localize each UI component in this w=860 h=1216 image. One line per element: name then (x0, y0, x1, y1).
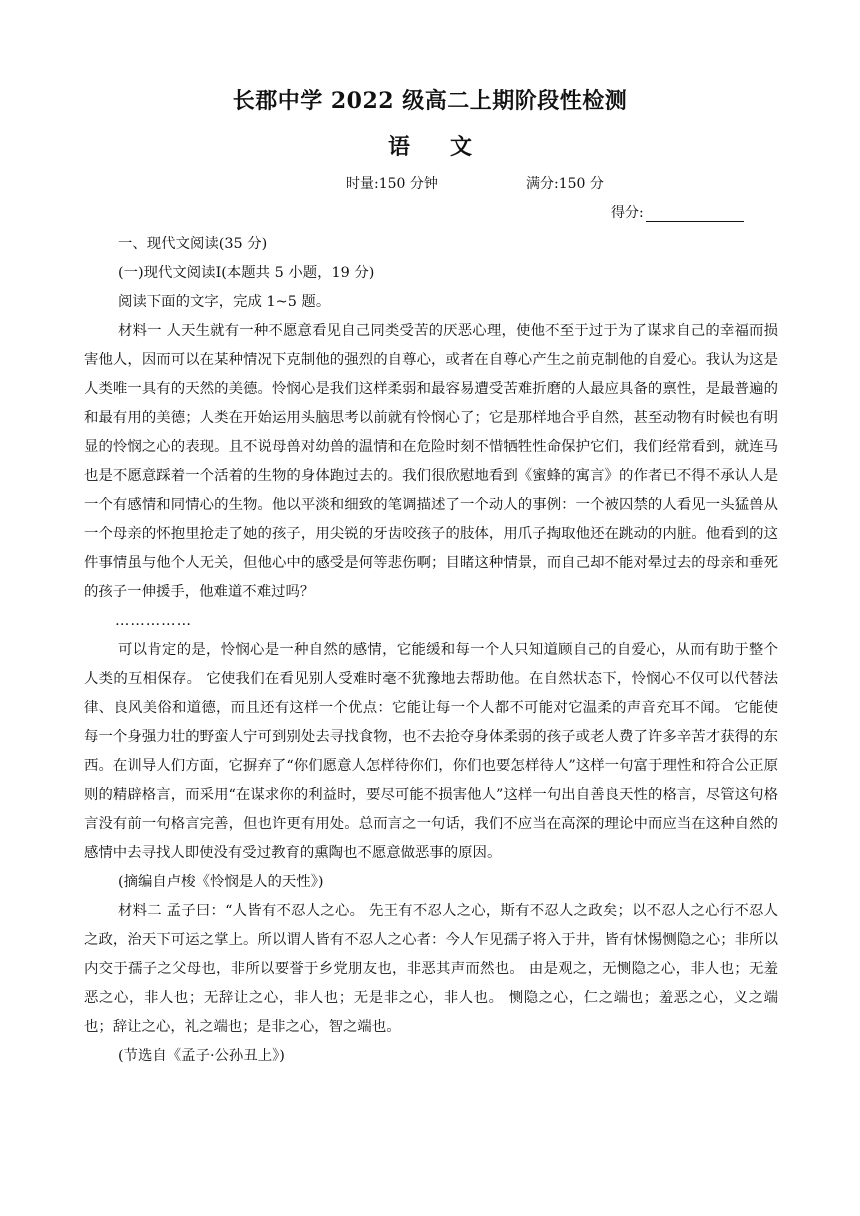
score-label: 得分: (611, 205, 644, 221)
material1-paragraph2: 可以肯定的是，怜悯心是一种自然的感情，它能缓和每一个人只知道顾自己的自爱心，从而有助于整个人类的互相保存。 它使我们在看见别人受难时毫不犹豫地去帮助他。在自然状态下，怜悯心不仅可以代替法律、良风美俗和道德，而且还有这样一个优点：它能让每一个人都不可能对它温柔的声音充耳不闻。 它能使每一个身强力壮的野蛮人宁可到别处去寻找食物，也不去抢夺身体柔弱的孩子或老人费了许多辛苦才获得的东西。在训导人们方面，它摒弃了“你们愿意人怎样待你们，你们也要怎样待人”这样一句富于理性和符合公正原则的精辟格言，而采用“在谋求你的利益时，要尽可能不损害他人”这样一句出自善良天性的格言，尽管这句格言没有前一句格言完善，但也许更有用处。总而言之一句话，我们不应当在高深的理论中而应当在这种自然的感情中去寻找人即使没有受过教育的熏陶也不愿意做恶事的原因。 (84, 642, 778, 861)
material1-source: (摘编自卢梭《怜悯是人的天性》) (118, 874, 324, 890)
score-field (611, 202, 744, 222)
full-score: 满分:150 分 (526, 176, 604, 192)
instruction: 阅读下面的文字，完成 1~5 题。 (118, 294, 331, 310)
reading-content (84, 230, 778, 1071)
material2-source: (节选自《孟子·公孙丑上》) (118, 1048, 285, 1064)
subsection-heading: (一)现代文阅读Ⅰ(本题共 5 小题，19 分) (118, 265, 375, 281)
exam-meta (346, 173, 604, 193)
subject-text: 语文 (387, 134, 512, 160)
material1-paragraph1: 材料一 人天生就有一种不愿意看见自己同类受苦的厌恶心理，使他不至于过于为了谋求自己的幸福而损害他人，因而可以在某种情况下克制他的强烈的自尊心，或者在自尊心产生之前克制他的自爱心。我认为这是人类唯一具有的天然的美德。怜悯心是我们这样柔弱和最容易遭受苦难折磨的人最应具备的禀性，是最普遍的和最有用的美德；人类在开始运用头脑思考以前就有怜悯心了；它是那样地合乎自然，甚至动物有时候也有明显的怜悯之心的表现。且不说母兽对幼兽的温情和在危险时刻不惜牺牲性命保护它们，我们经常看到，就连马也是不愿意踩着一个活着的生物的身体跑过去的。我们很欣慰地看到《蜜蜂的寓言》的作者已不得不承认人是一个有感情和同情心的生物。他以平淡和细致的笔调描述了一个动人的事例：一个被囚禁的人看见一头猛兽从一个母亲的怀抱里抢走了她的孩子，用尖锐的牙齿咬孩子的肢体，用爪子掏取他还在跳动的内脏。他看到的这件事情虽与他个人无关，但他心中的感受是何等悲伤啊；目睹这种情景，而自己却不能对晕过去的母亲和垂死的孩子一伸援手，他难道不难过吗？ (84, 323, 778, 600)
section-heading: 一、现代文阅读(35 分) (118, 236, 268, 252)
subject-title (0, 130, 860, 161)
material2-paragraph: 材料二 孟子曰：“人皆有不忍人之心。 先王有不忍人之心，斯有不忍人之政矣；以不忍人之心行不忍人之政，治天下可运之掌上。所以谓人皆有不忍人之心者：今人乍见孺子将入于井，皆有怵惕恻隐之心；非所以内交于孺子之父母也，非所以要誉于乡党朋友也，非恶其声而然也。 由是观之，无恻隐之心，非人也；无羞恶之心，非人也；无辞让之心，非人也；无是非之心，非人也。 恻隐之心，仁之端也；羞恶之心，义之端也；辞让之心，礼之端也；是非之心，智之端也。 (84, 903, 778, 1035)
score-blank[interactable] (646, 207, 744, 222)
exam-title: 长郡中学 2022 级高二上期阶段性检测 (232, 88, 628, 114)
ellipsis: …………… (115, 613, 192, 629)
time-limit: 时量:150 分钟 (346, 176, 438, 192)
